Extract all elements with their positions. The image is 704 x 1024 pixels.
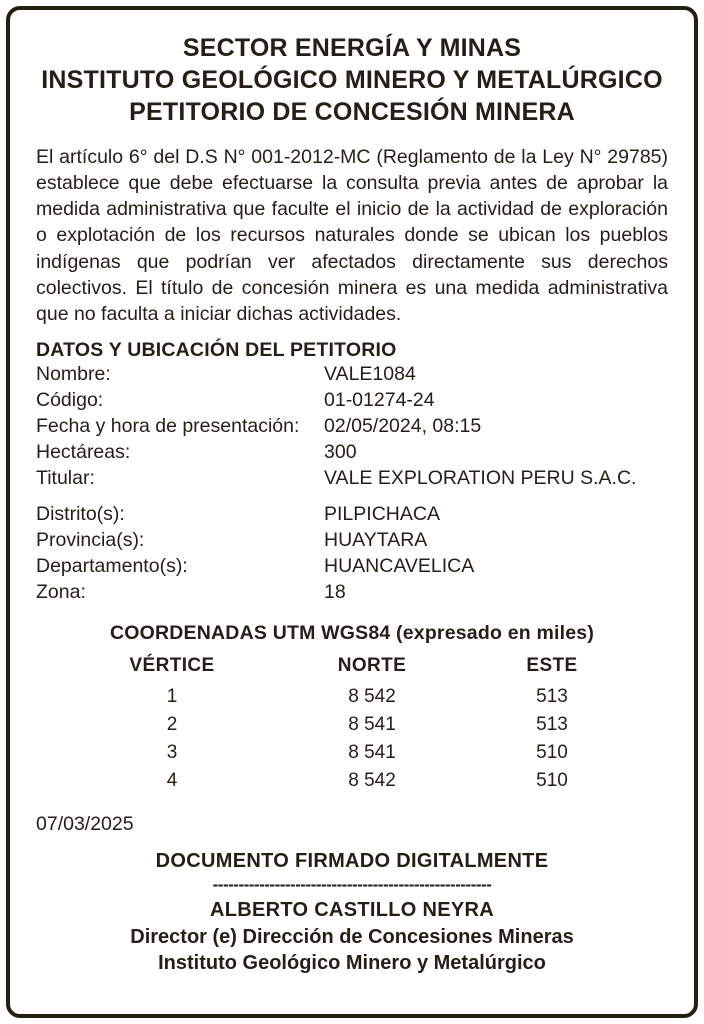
cell-vertice: 4 <box>166 770 178 792</box>
data-section-heading: DATOS Y UBICACIÓN DEL PETITORIO <box>36 338 397 361</box>
title-line-institution: INSTITUTO GEOLÓGICO MINERO Y METALÚRGICO <box>41 66 663 94</box>
table-row <box>36 466 668 492</box>
signatory-role: Director (e) Dirección de Concesiones Mineras <box>130 925 574 948</box>
column-header-este: ESTE <box>526 655 578 677</box>
signatory-organization: Instituto Geológico Minero y Metalúrgico <box>158 951 546 974</box>
cell-vertice: 1 <box>166 686 178 708</box>
table-row <box>36 414 668 440</box>
field-label-provincia: Provincia(s): <box>36 529 145 552</box>
petition-data-table <box>36 362 668 606</box>
cell-vertice: 3 <box>166 742 178 764</box>
field-value-titular: VALE EXPLORATION PERU S.A.C. <box>324 466 637 489</box>
table-spacer-row <box>36 491 668 502</box>
table-row <box>36 528 668 554</box>
cell-este: 510 <box>536 742 568 764</box>
table-row <box>72 683 632 711</box>
field-value-fecha-hora: 02/05/2024, 08:15 <box>324 414 482 437</box>
issue-date: 07/03/2025 <box>36 813 134 836</box>
column-header-vertice: VÉRTICE <box>129 655 215 677</box>
legal-paragraph: El artículo 6° del D.S N° 001-2012-MC (Reglamento de la Ley N° 29785) establece que debe efectuarse la consulta previa antes de aprobar la medida administrativa que faculte el inicio de la actividad de exploración o explotación de los recursos naturales donde se ubican los pueblos indígenas que podrían ver afectados directamente sus derechos colectivos. El título de concesión minera es una medida administrativa que no faculta a iniciar dichas actividades. <box>36 146 668 325</box>
cell-este: 513 <box>536 714 568 736</box>
table-row <box>36 440 668 466</box>
cell-norte: 8 542 <box>348 770 396 792</box>
table-row <box>72 739 632 767</box>
document-title <box>36 32 668 128</box>
table-row <box>72 767 632 795</box>
title-line-sector: SECTOR ENERGÍA Y MINAS <box>182 34 522 62</box>
coordinates-title: COORDENADAS UTM WGS84 (expresado en miles) <box>109 622 595 645</box>
table-row <box>36 580 668 606</box>
coordinates-table <box>72 653 632 795</box>
field-value-zona: 18 <box>324 581 346 604</box>
field-value-hectareas: 300 <box>324 440 357 463</box>
field-label-titular: Titular: <box>36 466 95 489</box>
field-label-nombre: Nombre: <box>36 362 111 385</box>
table-row <box>36 388 668 414</box>
field-label-hectareas: Hectáreas: <box>36 440 131 463</box>
signature-divider: ------------------------------------------------------ <box>212 875 492 895</box>
signature-title: DOCUMENTO FIRMADO DIGITALMENTE <box>155 850 549 873</box>
field-value-nombre: VALE1084 <box>324 362 416 385</box>
cell-vertice: 2 <box>166 714 178 736</box>
document-frame <box>6 6 698 1018</box>
field-label-zona: Zona: <box>36 581 86 604</box>
field-label-fecha-hora: Fecha y hora de presentación: <box>36 414 300 437</box>
table-row <box>36 554 668 580</box>
signature-block <box>36 850 668 976</box>
cell-este: 513 <box>536 686 568 708</box>
field-value-codigo: 01-01274-24 <box>324 388 435 411</box>
cell-este: 510 <box>536 770 568 792</box>
field-value-departamento: HUANCAVELICA <box>324 555 475 578</box>
title-line-document-type: PETITORIO DE CONCESIÓN MINERA <box>129 98 575 126</box>
field-label-departamento: Departamento(s): <box>36 555 188 578</box>
table-row <box>36 502 668 528</box>
cell-norte: 8 541 <box>348 714 396 736</box>
table-row <box>72 711 632 739</box>
coordinates-header-row <box>72 653 632 683</box>
table-row <box>36 362 668 388</box>
field-value-distrito: PILPICHACA <box>324 503 440 526</box>
field-value-provincia: HUAYTARA <box>324 529 428 552</box>
field-label-distrito: Distrito(s): <box>36 503 125 526</box>
column-header-norte: NORTE <box>337 655 407 677</box>
field-label-codigo: Código: <box>36 388 104 411</box>
cell-norte: 8 542 <box>348 686 396 708</box>
signatory-name: ALBERTO CASTILLO NEYRA <box>209 899 494 922</box>
cell-norte: 8 541 <box>348 742 396 764</box>
